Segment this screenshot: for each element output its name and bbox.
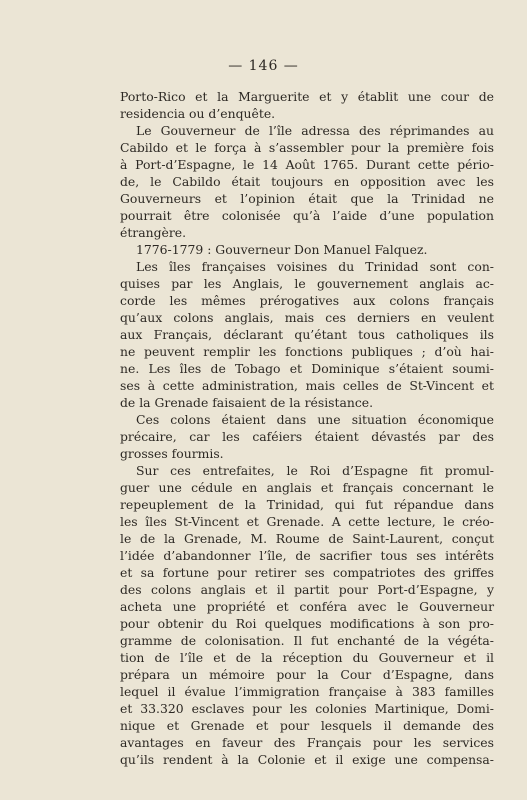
text-line: nique et Grenade et pour lesquels il demande des (120, 718, 494, 733)
text-line: corde les mêmes prérogatives aux colons français (120, 293, 494, 308)
text-line: repeuplement de la Trinidad, qui fut répandue dans (120, 497, 494, 512)
text-line: ne peuvent remplir les fonctions publiques ; d’où hai- (120, 344, 494, 359)
text-line: et sa fortune pour retirer ses compatriotes des griffes (120, 565, 494, 580)
text-line: de, le Cabildo était toujours en opposition avec les (120, 174, 494, 189)
text-line: le de la Grenade, M. Roume de Saint-Laurent, conçut (120, 531, 494, 546)
text-line: ne. Les îles de Tobago et Dominique s’étaient soumi- (120, 361, 494, 376)
text-line: Le Gouverneur de l’île adressa des réprimandes au (136, 123, 494, 138)
text-line: étrangère. (120, 225, 187, 240)
text-line: l’idée d’abandonner l’île, de sacrifier tous ses intérêts (120, 548, 494, 563)
text-line: Porto-Rico et la Marguerite et y établit une cour de (120, 89, 494, 104)
text-line: 1776-1779 : Gouverneur Don Manuel Falquez. (136, 242, 428, 257)
text-line: guer une cédule en anglais et français concernant le (120, 480, 494, 495)
text-line: les îles St-Vincent et Grenade. A cette lecture, le créo- (120, 514, 494, 529)
text-line: Gouverneurs et l’opinion était que la Trinidad ne (120, 191, 494, 206)
text-line: à Port-d’Espagne, le 14 Août 1765. Durant cette pério- (120, 157, 494, 172)
text-line: avantages en faveur des Français pour les services (120, 735, 494, 750)
text-line: prépara un mémoire pour la Cour d’Espagne, dans (120, 667, 494, 682)
text-line: Les îles françaises voisines du Trinidad sont con- (136, 259, 494, 274)
text-line: Sur ces entrefaites, le Roi d’Espagne fit promul- (136, 463, 494, 478)
text-line: qu’ils rendent à la Colonie et il exige une compensa- (120, 752, 494, 767)
text-line: Cabildo et le força à s’assembler pour la première fois (120, 140, 494, 155)
text-line: pour obtenir du Roi quelques modifications à son pro- (120, 616, 494, 631)
text-line: de la Grenade faisaient de la résistance. (120, 395, 374, 410)
text-line: grosses fourmis. (120, 446, 224, 461)
text-line: gramme de colonisation. Il fut enchanté de la végéta- (120, 633, 494, 648)
text-line: qu’aux colons anglais, mais ces derniers en veulent (120, 310, 494, 325)
text-line: lequel il évalue l’immigration française à 383 familles (120, 684, 494, 699)
text-line: et 33.320 esclaves pour les colonies Martinique, Domi- (120, 701, 494, 716)
text-line: des colons anglais et il partit pour Port-d’Espagne, y (120, 582, 494, 597)
text-line: ses à cette administration, mais celles de St-Vincent et (120, 378, 494, 393)
text-line: aux Français, déclarant qu’étant tous catholiques ils (120, 327, 494, 342)
text-line: précaire, car les caféiers étaient dévastés par des (120, 429, 494, 444)
text-line: quises par les Anglais, le gouvernement anglais ac- (120, 276, 494, 291)
text-line: tion de l’île et de la réception du Gouverneur et il (120, 650, 494, 665)
text-line: Ces colons étaient dans une situation économique (136, 412, 494, 427)
body-text (120, 88, 494, 768)
text-line: pourrait être colonisée qu’à l’aide d’une population (120, 208, 494, 223)
text-line: acheta une propriété et conféra avec le Gouverneur (120, 599, 494, 614)
page-number: — 146 — (228, 58, 299, 74)
text-line: residencia ou d’enquête. (120, 106, 276, 121)
